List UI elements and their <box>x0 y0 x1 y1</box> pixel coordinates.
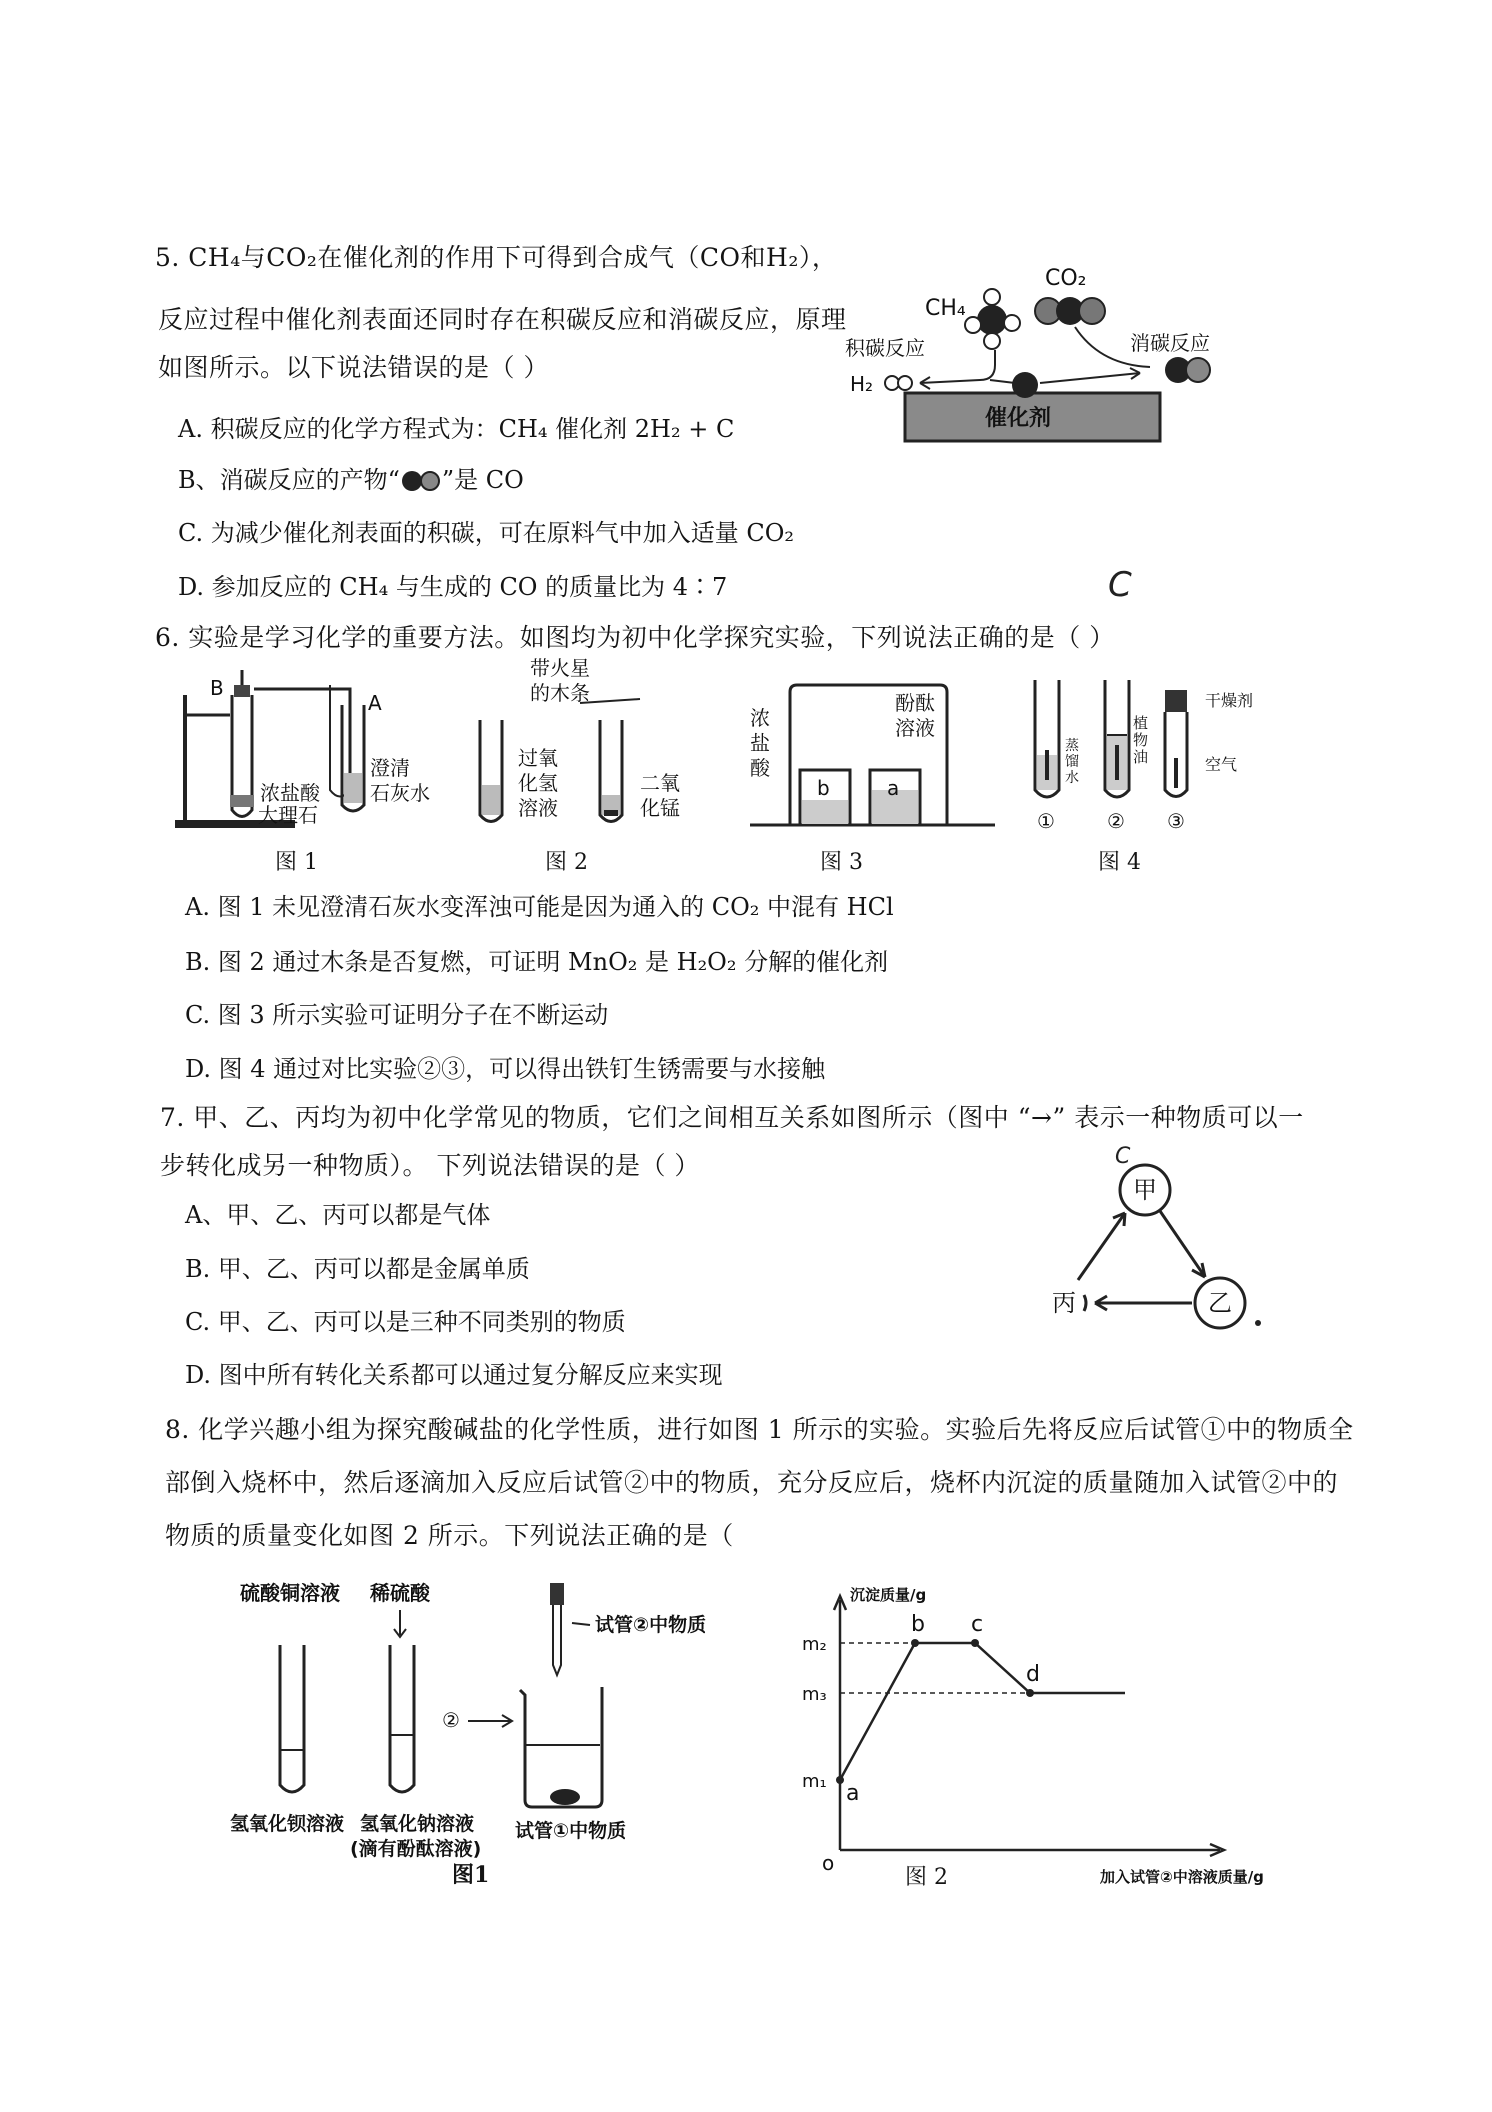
svg-text:化氢: 化氢 <box>518 771 558 795</box>
point-label-d: d <box>1026 1662 1040 1687</box>
q5-option-b[interactable] <box>178 463 524 497</box>
catalyst-label: 催化剂 <box>985 406 1052 431</box>
svg-text:酚酞: 酚酞 <box>895 691 935 715</box>
q6-fig4-caption: 图 4 <box>1098 850 1141 875</box>
q5-option-c[interactable]: C. 为减少催化剂表面的积碳，可在原料气中加入适量 CO₂ <box>178 519 795 547</box>
svg-text:稀硫酸: 稀硫酸 <box>370 1581 430 1605</box>
svg-text:带火星: 带火星 <box>530 656 590 680</box>
svg-text:二氧: 二氧 <box>640 771 680 795</box>
svg-text:大理石: 大理石 <box>258 803 318 827</box>
q5-stem-line2: 反应过程中催化剂表面还同时存在积碳反应和消碳反应，原理 <box>158 305 847 334</box>
q7-option-b[interactable]: B. 甲、乙、丙可以都是金属单质 <box>185 1255 530 1283</box>
carbon-removal-label: 消碳反应 <box>1130 331 1210 355</box>
q5-stem-line1: 5. CH₄与CO₂在催化剂的作用下可得到合成气（CO和H₂）， <box>155 243 838 272</box>
q6-fig2-caption: 图 2 <box>545 850 588 875</box>
svg-text:水: 水 <box>1065 770 1079 786</box>
svg-text:的木条: 的木条 <box>530 681 590 705</box>
svg-text:干燥剂: 干燥剂 <box>1205 691 1254 710</box>
precipitate-series-line <box>840 1643 1125 1780</box>
svg-text:油: 油 <box>1133 748 1149 766</box>
co2-label: CO₂ <box>1045 266 1087 291</box>
ch4-molecule-icon <box>965 289 1020 349</box>
q5-option-a[interactable]: A. 积碳反应的化学方程式为：CH₄ 催化剂 2H₂ + C <box>178 415 735 443</box>
svg-text:③: ③ <box>1167 809 1185 833</box>
svg-text:试管②中物质: 试管②中物质 <box>595 1614 707 1636</box>
q8-fig2-caption: 图 2 <box>905 1865 948 1890</box>
svg-text:化锰: 化锰 <box>640 796 680 820</box>
q6-fig4-iron-nail-rust <box>1025 670 1280 840</box>
svg-text:B: B <box>210 676 224 700</box>
data-point-b <box>911 1639 919 1647</box>
q7-option-c[interactable]: C. 甲、乙、丙可以是三种不同类别的物质 <box>185 1308 626 1336</box>
svg-text:植: 植 <box>1133 714 1149 732</box>
point-label-a: a <box>846 1781 860 1806</box>
q7-stem-line2: 步转化成另一种物质）。 下列说法错误的是（ ） <box>160 1151 700 1180</box>
x-axis-label: 加入试管②中溶液质量/g <box>1100 1868 1264 1886</box>
svg-text:a: a <box>887 776 900 800</box>
svg-text:乙: 乙 <box>1208 1289 1232 1317</box>
q6-fig1-co2-apparatus <box>170 665 470 830</box>
q8-stem-line2: 部倒入烧杯中，然后逐滴加入反应后试管②中的物质，充分反应后，烧杯内沉淀的质量随加入试管②中的 <box>165 1468 1339 1497</box>
co-molecule-icon <box>1165 357 1210 383</box>
point-label-b: b <box>911 1612 925 1637</box>
svg-text:丙: 丙 <box>1052 1289 1076 1317</box>
svg-text:试管①中物质: 试管①中物质 <box>515 1820 627 1842</box>
svg-text:②: ② <box>1107 809 1125 833</box>
q6-option-a[interactable]: A. 图 1 未见澄清石灰水变浑浊可能是因为通入的 CO₂ 中混有 HCl <box>185 893 894 921</box>
q7-option-a[interactable]: A、甲、乙、丙可以都是气体 <box>185 1201 491 1229</box>
q7-option-d[interactable]: D. 图中所有转化关系都可以通过复分解反应来实现 <box>185 1361 723 1389</box>
svg-text:馏: 馏 <box>1065 754 1079 770</box>
svg-text:蒸: 蒸 <box>1065 738 1079 754</box>
y-tick-label: m₃ <box>802 1684 827 1705</box>
svg-text:硫酸铜溶液: 硫酸铜溶液 <box>240 1581 340 1605</box>
q5-stem-line3: 如图所示。以下说法错误的是（ ） <box>158 353 549 382</box>
svg-text:澄清: 澄清 <box>370 756 410 780</box>
q6-option-c[interactable]: C. 图 3 所示实验可证明分子在不断运动 <box>185 1001 609 1029</box>
svg-text:b: b <box>817 776 830 800</box>
co-molecule-icon <box>400 470 442 492</box>
svg-text:②: ② <box>442 1708 460 1732</box>
data-point-d <box>1026 1689 1034 1697</box>
svg-text:浓: 浓 <box>750 706 770 730</box>
y-tick-label: m₂ <box>802 1634 827 1655</box>
q8-fig1-caption: 图1 <box>452 1862 490 1888</box>
q6-fig2-h2o2-tubes <box>470 655 730 835</box>
svg-text:盐: 盐 <box>750 731 770 755</box>
carbon-deposition-label: 积碳反应 <box>845 336 925 360</box>
q6-fig3-caption: 图 3 <box>820 850 863 875</box>
carbon-atom-icon <box>1012 372 1038 398</box>
svg-text:甲: 甲 <box>1133 1176 1157 1204</box>
svg-text:氢氧化钠溶液: 氢氧化钠溶液 <box>360 1813 475 1835</box>
q8-fig2-precipitate-chart <box>800 1580 1300 1890</box>
ch4-label: CH₄ <box>925 296 966 321</box>
svg-text:①: ① <box>1037 809 1055 833</box>
data-point-c <box>971 1639 979 1647</box>
q5-option-b-prefix: B、消碳反应的产物“ <box>178 466 400 494</box>
q5-handwritten-answer: C <box>1108 565 1132 605</box>
y-tick-label: m₁ <box>802 1771 827 1792</box>
q6-option-b[interactable]: B. 图 2 通过木条是否复燃，可证明 MnO₂ 是 H₂O₂ 分解的催化剂 <box>185 948 889 976</box>
data-point-a <box>836 1776 844 1784</box>
svg-text:溶液: 溶液 <box>518 796 558 820</box>
svg-text:物: 物 <box>1133 731 1149 749</box>
q7-conversion-triangle <box>1040 1145 1280 1335</box>
svg-text:(滴有酚酞溶液): (滴有酚酞溶液) <box>350 1838 482 1860</box>
q6-fig3-molecular-motion <box>745 680 1005 830</box>
svg-text:氢氧化钡溶液: 氢氧化钡溶液 <box>230 1813 345 1835</box>
svg-text:空气: 空气 <box>1205 755 1238 774</box>
svg-text:酸: 酸 <box>750 756 770 780</box>
origin-label: o <box>822 1851 835 1875</box>
svg-text:石灰水: 石灰水 <box>370 781 430 805</box>
q6-fig1-caption: 图 1 <box>275 850 318 875</box>
svg-text:溶液: 溶液 <box>895 716 935 740</box>
q5-catalyst-diagram <box>840 255 1280 455</box>
q8-fig1-apparatus <box>220 1575 780 1885</box>
h2-label: H₂ <box>850 372 874 396</box>
q7-stem-line1: 7. 甲、乙、丙均为初中化学常见的物质，它们之间相互关系如图所示（图中 “→” 表示一种物质可以一 <box>160 1103 1304 1132</box>
q6-option-d[interactable]: D. 图 4 通过对比实验②③，可以得出铁钉生锈需要与水接触 <box>185 1055 826 1083</box>
svg-text:浓盐酸: 浓盐酸 <box>260 781 320 805</box>
y-axis-label: 沉淀质量/g <box>850 1586 927 1604</box>
q8-stem-line3: 物质的质量变化如图 2 所示。下列说法正确的是（ <box>165 1521 734 1550</box>
svg-text:过氧: 过氧 <box>518 746 558 770</box>
q5-option-d[interactable]: D. 参加反应的 CH₄ 与生成的 CO 的质量比为 4∶7 <box>178 573 728 601</box>
h2-molecule-icon <box>885 376 912 390</box>
svg-text:C: C <box>1115 1145 1131 1169</box>
svg-text:A: A <box>368 691 382 715</box>
co2-molecule-icon <box>1035 297 1105 325</box>
q8-stem-line1: 8. 化学兴趣小组为探究酸碱盐的化学性质，进行如图 1 所示的实验。实验后先将反应后试管①中的物质全 <box>165 1415 1354 1444</box>
q6-stem: 6. 实验是学习化学的重要方法。如图均为初中化学探究实验，下列说法正确的是（ ） <box>155 623 1115 652</box>
point-label-c: c <box>971 1612 984 1637</box>
q5-option-b-suffix: ”是 CO <box>441 466 524 494</box>
